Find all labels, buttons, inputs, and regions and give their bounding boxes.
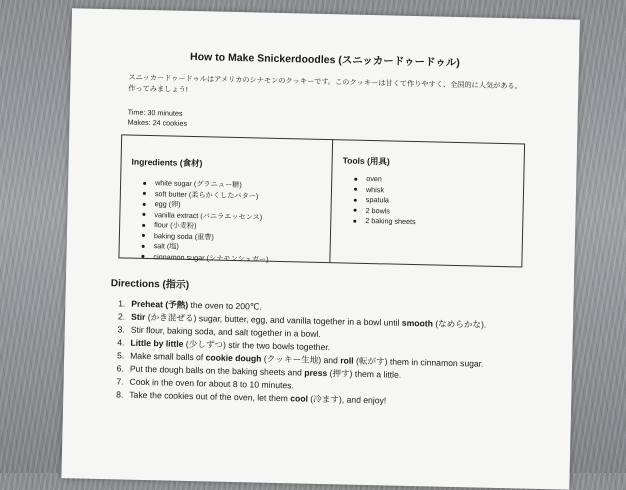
step-fragment: the oven to 200℃. (188, 299, 262, 312)
tools-column (330, 140, 524, 266)
step-fragment: (冷ます), and enjoy! (307, 393, 387, 406)
step-keyword: Little by little (130, 337, 184, 349)
step-fragment: Stir flour, baking soda, and salt together in a bowl. (130, 324, 321, 339)
tool-item-text: 2 bowls (365, 205, 391, 215)
tools-list (353, 174, 417, 228)
ingredient-item-text: white sugar (グラニュー糖) (155, 178, 242, 190)
step-number: 1. (118, 298, 126, 309)
directions-heading: Directions (指示) (110, 278, 190, 291)
step-number: 8. (116, 389, 124, 400)
bullet-icon (142, 234, 145, 237)
step-fragment: Make small balls of (130, 350, 206, 363)
step-fragment: (なめらかな). (432, 318, 487, 330)
bullet-icon (142, 213, 145, 216)
recipe-sheet (61, 8, 580, 489)
recipe-intro: スニッカードゥードゥルはアメリカのシナモンのクッキーです。このクッキーは甘くて作りやすく、全国的に人気がある。作ってみましょう! (128, 72, 522, 94)
bullet-icon (354, 188, 357, 191)
step-number: 7. (116, 376, 124, 387)
yield: Makes: 24 cookies (127, 117, 188, 128)
ingredient-item-text: salt (塩) (153, 241, 179, 251)
ingredient-item-text: soft butter (柔らかくしたバター) (154, 188, 259, 201)
step-fragment: (かき混ぜる) sugar, butter, egg, and vanilla together in a bowl until (145, 311, 402, 328)
ingredient-item-text: flour (小麦粉) (154, 220, 197, 231)
tool-item-text: spatula (365, 194, 390, 205)
step-fragment: (少しずつ) stir the two bowls together. (183, 338, 331, 353)
ingredient-item (141, 251, 268, 264)
ingredients-list (141, 178, 270, 265)
step-number: 5. (116, 350, 125, 361)
tool-item-text: 2 baking sheets (365, 215, 416, 227)
step-keyword: Stir (130, 311, 146, 322)
step-number: 2. (117, 311, 126, 322)
tool-item (353, 216, 416, 228)
tool-item-text: whisk (365, 184, 385, 194)
bullet-icon (143, 203, 146, 206)
step-number: 6. (116, 363, 125, 374)
step-keyword: smooth (401, 317, 433, 329)
step-keyword: cookie dough (205, 352, 262, 364)
step-number: 4. (117, 337, 125, 348)
bullet-icon (354, 198, 357, 201)
bullet-icon (143, 182, 146, 185)
bullet-icon (354, 177, 357, 180)
ingredient-item-text: vanilla extract (バニラエッセンス) (154, 209, 263, 222)
bullet-icon (142, 245, 145, 248)
step-keyword: Preheat (予熱) (131, 298, 189, 310)
bullet-icon (142, 224, 145, 227)
step-keyword: press (304, 367, 328, 379)
step-fragment: (転がす) them in cinnamon sugar. (353, 355, 484, 369)
step-number: 3. (117, 324, 125, 335)
bullet-icon (354, 209, 357, 212)
step-keyword: roll (340, 355, 354, 366)
step-fragment: (クッキー生地) and (261, 353, 341, 366)
bullet-icon (141, 255, 144, 258)
step-fragment: Take the cookies out of the oven, let them (129, 389, 291, 404)
ingredients-tools-table (118, 134, 525, 267)
tools-heading: Tools (用具) (342, 155, 390, 167)
ingredients-column (119, 135, 333, 262)
step-fragment: Cook in the oven for about 8 to 10 minutes. (129, 376, 295, 391)
step-fragment: (押す) them a little. (327, 368, 402, 380)
bullet-icon (353, 219, 356, 222)
prep-time: Time: 30 minutes (127, 107, 183, 118)
ingredient-item-text: baking soda (重曹) (153, 230, 214, 242)
directions-list (103, 297, 505, 410)
ingredient-item-text: egg (卵) (154, 199, 181, 209)
ingredient-item-text: cinnamon sugar (シナモンシュガー) (153, 251, 269, 264)
step-fragment: Put the dough balls on the baking sheets and (129, 363, 305, 378)
bullet-icon (143, 192, 146, 195)
recipe-title: How to Make Snickerdoodles (スニッカードゥードゥル) (189, 50, 460, 70)
recipe-meta (127, 108, 187, 128)
ingredients-heading: Ingredients (食材) (131, 156, 203, 169)
tool-item-text: oven (366, 173, 382, 184)
step-keyword: cool (290, 393, 309, 404)
